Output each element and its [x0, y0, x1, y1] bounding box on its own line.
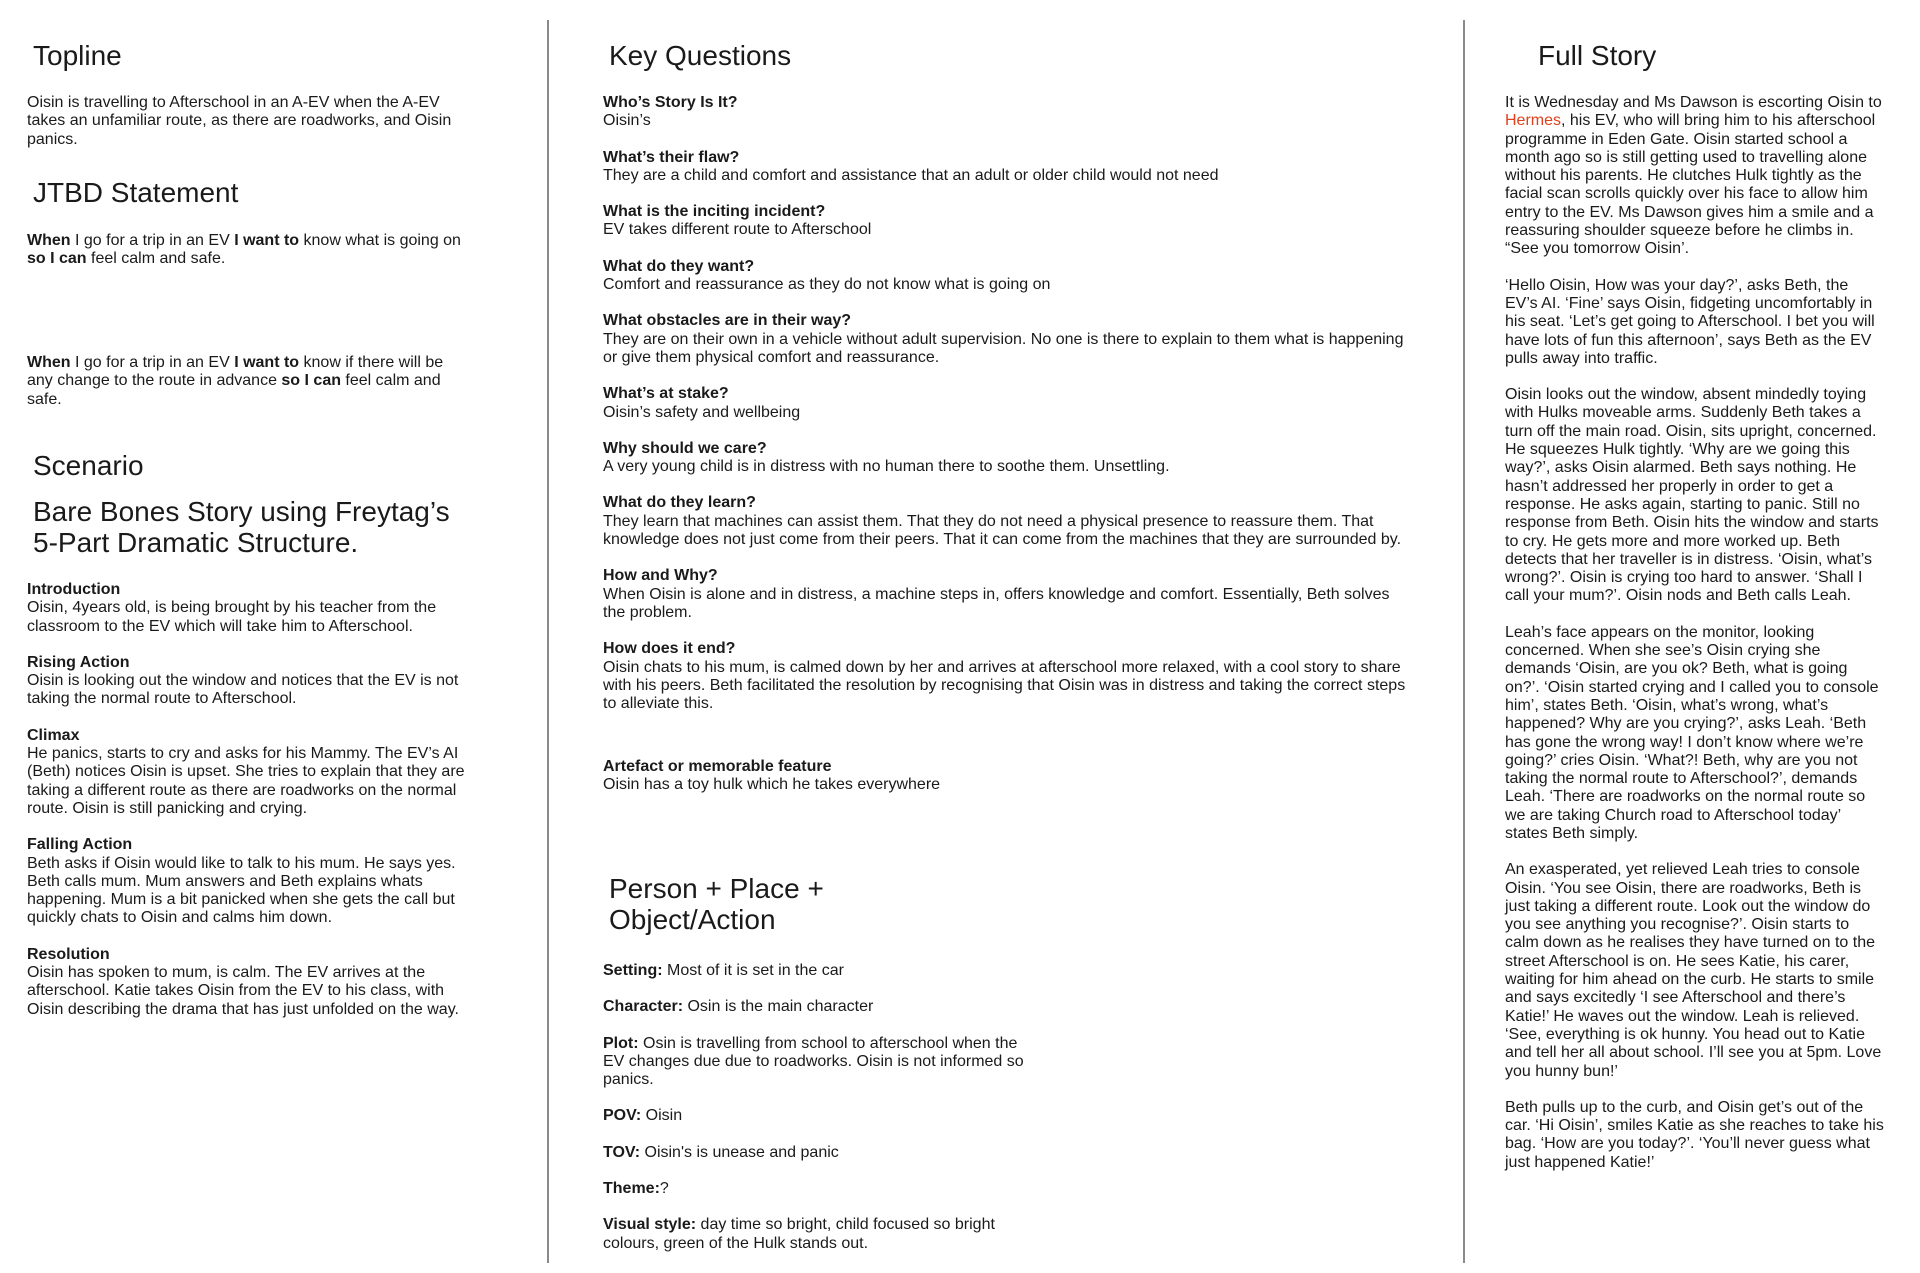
- freytag-sections: [27, 581, 477, 1037]
- section-resolution: Resolution Oisin has spoken to mum, is calm. The EV arrives at the afterschool. Katie takes Oisin from the EV to his class, with Oisin describing the drama that has just unfolded on the way.: [27, 945, 459, 1018]
- visual-style-line: Visual style: day time so bright, child focused so bright colours, green of the Hulk stands out.: [603, 1216, 995, 1252]
- plot-line: Plot: Osin is travelling from school to afterschool when the EV changes due due to roadworks. Oisin is not informed so panics.: [603, 1034, 1024, 1089]
- tov-line: TOV: Oisin's is unease and panic: [603, 1143, 839, 1161]
- question-item: What’s at stake? Oisin’s safety and wellbeing: [603, 385, 801, 421]
- column-divider-left: [547, 20, 549, 1263]
- key-questions-heading: Key Questions: [609, 40, 792, 71]
- story-paragraph: Beth pulls up to the curb, and Oisin get’s out of the car. ‘Hi Oisin’, smiles Katie as she reaches to take his bag. ‘How are you today?’. ‘You’ll never guess what just happened Katie!’: [1505, 1098, 1884, 1171]
- barebones-heading: Bare Bones Story using Freytag’s 5-Part Dramatic Structure.: [33, 496, 450, 558]
- question-item: What do they learn? They learn that machines can assist them. That they do not need a physical presence to reassure them. That knowledge does not just come from their peers. That it can come from the machines that they are surrounded by.: [603, 494, 1402, 549]
- question-item: What do they want? Comfort and reassurance as they do not know what is going on: [603, 257, 1051, 294]
- topline-text: Oisin is travelling to Afterschool in an A-EV when the A-EV takes an unfamiliar route, as there are roadworks, and Oisin panics.: [27, 94, 452, 148]
- question-item: Who’s Story Is It? Oisin’s: [603, 94, 738, 130]
- story-paragraph: Leah’s face appears on the monitor, looking concerned. When she see’s Oisin crying she demands ‘Oisin, are you ok? Beth, what is going on?’. ‘Oisin started crying and I called you to console him’, states Beth. ‘Oisin, what’s wrong, what’s happened? Why are you crying?’, asks Leah. ‘Beth has gone the wrong way! I don’t know where we’re going?’ cries Oisin. ‘What?! Beth, why are you not taking the normal route to Afterschool?’, demands Leah. ‘There are roadworks on the normal route so we are taking Church road to Afterschool today’ states Beth simply.: [1505, 623, 1879, 842]
- hermes-highlight: Hermes: [1505, 112, 1562, 130]
- pov-line: POV: Oisin: [603, 1107, 683, 1125]
- jtbd-statement-2: When I go for a trip in an EV I want to know if there will be any change to the route in advance so I can feel calm and safe.: [27, 354, 444, 408]
- ppo-list: [603, 962, 1043, 1271]
- question-item: How and Why? When Oisin is alone and in distress, a machine steps in, offers knowledge and comfort. Essentially, Beth solves the problem.: [603, 567, 1390, 621]
- story-paragraph: ‘Hello Oisin, How was your day?’, asks Beth, the EV’s AI. ‘Fine’ says Oisin, fidgeting uncomfortably in his seat. ‘Let’s get going to Afterschool. I bet you will have lots of fun this afternoon’, says Beth as the EV pulls away into traffic.: [1505, 276, 1875, 367]
- section-rising-action: Rising Action Oisin is looking out the window and notices that the EV is not taking the normal route to Afterschool.: [27, 653, 459, 708]
- story-paragraph: An exasperated, yet relieved Leah tries to console Oisin. ‘You see Oisin, there are roadworks, Beth is just taking a different route. Look out the window do you see anything you recognise?’. Oisin starts to calm down as he realises they have turned on to the street Afterschool is on. He sees Katie, his carer, waiting for him ahead on the curb. He starts to smile and says excitedly ‘I see Afterschool and there’s Katie!’ He waves out the window. Leah is relieved. ‘See, everything is ok hunny. You head out to Katie and tell her all about school. I’ll see you at 5pm. Love you hunny bun!’: [1505, 861, 1882, 1080]
- ppo-heading: Person + Place + Object/Action: [609, 873, 824, 935]
- topline-heading: Topline: [33, 40, 122, 71]
- section-falling-action: Falling Action Beth asks if Oisin would like to talk to his mum. He says yes. Beth calls mum. Mum answers and Beth explains whats happening. Mum is a bit panicked when she gets the call but quickly chats to Oisin and calms him down.: [27, 836, 456, 927]
- artefact-item: Artefact or memorable feature Oisin has a toy hulk which he takes everywhere: [603, 758, 941, 794]
- question-item: How does it end? Oisin chats to his mum, is calmed down by her and arrives at afterschool more relaxed, with a cool story to share with his peers. Beth facilitated the resolution by recognising that Oisin was in distress and taking the correct steps to alleviate this.: [603, 640, 1406, 713]
- question-item: What is the inciting incident? EV takes different route to Afterschool: [603, 203, 872, 239]
- jtbd-statement-1: When I go for a trip in an EV I want to know what is going on so I can feel calm and safe.: [27, 232, 461, 268]
- key-questions-list: [603, 94, 1413, 731]
- question-item: What’s their flaw? They are a child and comfort and assistance that an adult or older child would not need: [603, 148, 1219, 184]
- full-story-body: [1505, 94, 1885, 1190]
- section-introduction: Introduction Oisin, 4years old, is being brought by his teacher from the classroom to the EV which will take him to Afterschool.: [27, 581, 437, 635]
- question-item: Why should we care? A very young child is in distress with no human there to soothe them. Unsettling.: [603, 439, 1170, 476]
- story-paragraph: Oisin looks out the window, absent mindedly toying with Hulks moveable arms. Suddenly Beth takes a turn off the main road. Oisin, sits upright, concerned. He squeezes Hulk tightly. ‘Why are we going this way?’, asks Oisin alarmed. Beth says nothing. He hasn’t addressed her properly in order to get a response. He asks again, starting to panic. Still no response from Beth. Oisin hits the window and starts to cry. He gets more and more worked up. Beth detects that her traveller is in distress. ‘Oisin, what’s wrong?’. Oisin is crying too hard to answer. ‘Shall I call your mum?’. Oisin nods and Beth calls Leah.: [1505, 386, 1879, 605]
- scenario-heading: Scenario: [33, 450, 144, 481]
- story-paragraph: It is Wednesday and Ms Dawson is escorting Oisin to Hermes, his EV, who will bring him to his afterschool programme in Eden Gate. Oisin started school a month ago so is still getting used to travelling alone without his parents. He clutches Hulk tightly as the facial scan scrolls quickly over his face to allow him entry to the EV. Ms Dawson gives him a smile and a reassuring shoulder squeeze before he climbs in. “See you tomorrow Oisin’.: [1505, 94, 1882, 258]
- column-divider-right: [1463, 20, 1465, 1263]
- full-story-heading: Full Story: [1538, 40, 1657, 71]
- question-item: What obstacles are in their way? They are on their own in a vehicle without adult supervision. No one is there to explain to them what is happening or give them physical comfort and reassurance.: [603, 312, 1404, 366]
- theme-line: Theme:?: [603, 1180, 669, 1198]
- section-climax: Climax He panics, starts to cry and asks for his Mammy. The EV’s AI (Beth) notices Oisin is upset. She tries to explain that they are taking a different route as there are roadworks on the normal route. Oisin is still panicking and crying.: [27, 726, 465, 817]
- setting-line: Setting: Most of it is set in the car: [603, 962, 844, 979]
- jtbd-heading: JTBD Statement: [33, 177, 239, 208]
- character-line: Character: Osin is the main character: [603, 998, 874, 1016]
